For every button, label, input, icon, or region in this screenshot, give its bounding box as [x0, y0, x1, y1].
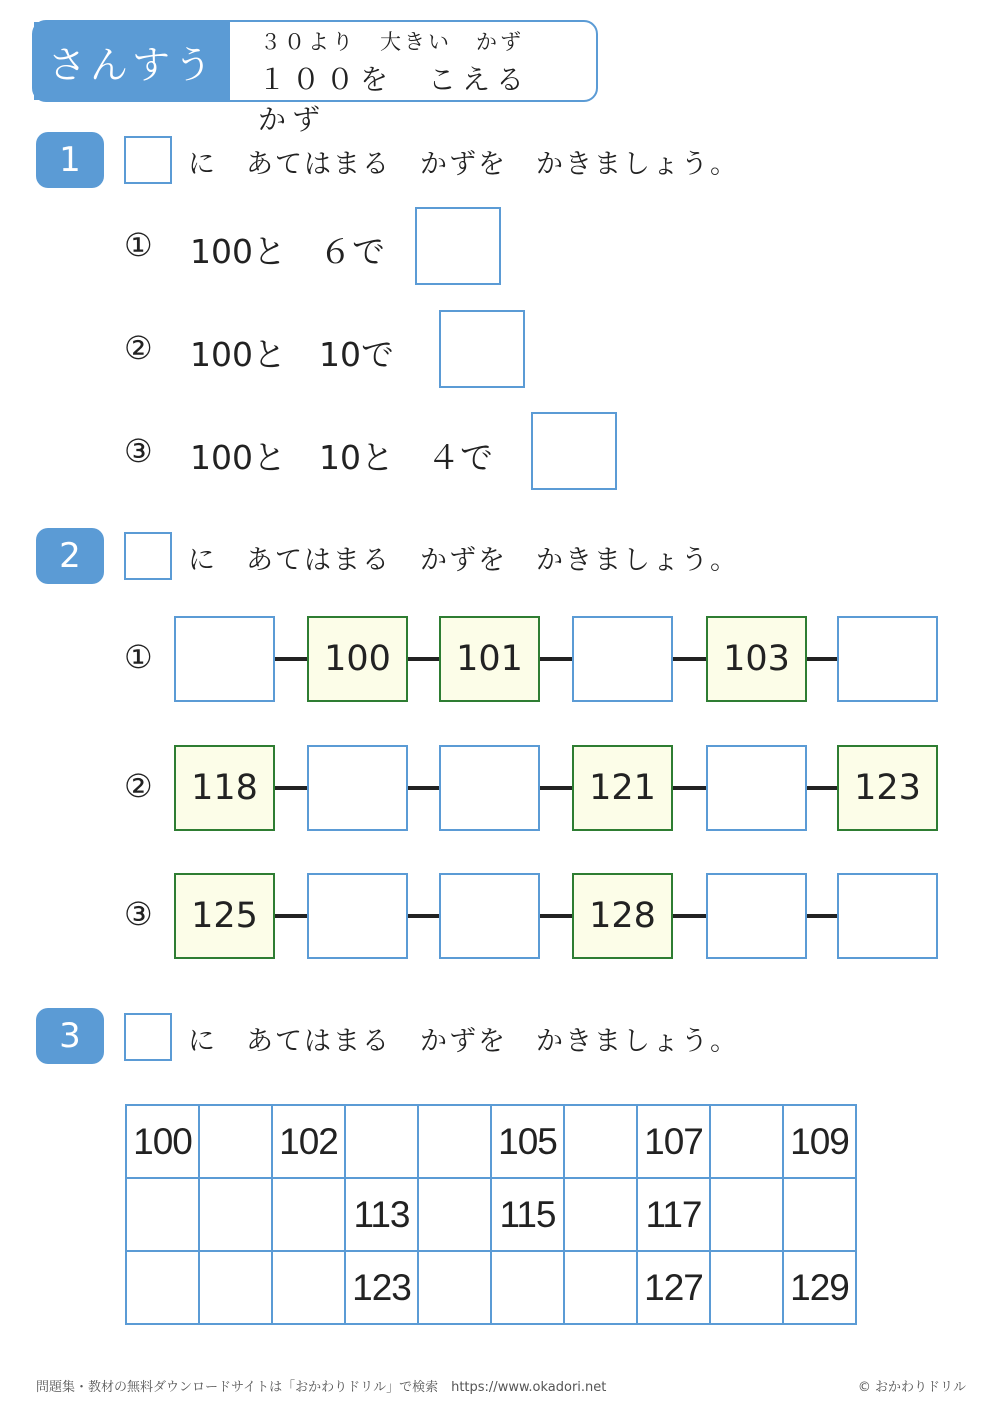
grid-number-cell: 127 [637, 1251, 710, 1324]
chain-given-number: 123 [837, 745, 938, 831]
section-1-instruction: に あてはまる かずを かきましょう。 [188, 149, 739, 180]
chain-given-number: 100 [307, 616, 408, 702]
chain-connector [807, 786, 837, 790]
chain-given-number: 128 [572, 873, 673, 959]
grid-number-cell: 115 [491, 1178, 564, 1251]
grid-number-cell: 109 [783, 1105, 856, 1178]
grid-row [126, 1251, 856, 1324]
grid-answer-cell[interactable] [199, 1251, 272, 1324]
grid-answer-cell[interactable] [418, 1105, 491, 1178]
section-3-badge: 3 [36, 1008, 104, 1064]
chain-connector [540, 657, 572, 661]
grid-answer-cell[interactable] [710, 1178, 783, 1251]
grid-answer-cell[interactable] [199, 1178, 272, 1251]
grid-answer-cell[interactable] [272, 1251, 345, 1324]
question-1-2-mark: ② [124, 329, 153, 367]
chain-1-mark: ① [124, 638, 153, 676]
chain-3-mark: ③ [124, 895, 153, 933]
chain-answer-box[interactable] [439, 873, 540, 959]
answer-box-1-1[interactable] [415, 207, 501, 285]
chain-2-mark: ② [124, 767, 153, 805]
question-1-1-mark: ① [124, 226, 153, 264]
chain-connector [275, 786, 307, 790]
section-3-instruction: に あてはまる かずを かきましょう。 [188, 1026, 739, 1057]
chain-given-number: 118 [174, 745, 275, 831]
section-3-example-box [124, 1013, 172, 1061]
chain-connector [408, 657, 439, 661]
footer-copyright: © おかわりドリル [857, 1380, 966, 1395]
grid-answer-cell[interactable] [564, 1251, 637, 1324]
grid-answer-cell[interactable] [564, 1178, 637, 1251]
chain-answer-box[interactable] [307, 873, 408, 959]
question-1-3-text: 100と 10と ４で [190, 438, 493, 477]
grid-answer-cell[interactable] [126, 1178, 199, 1251]
grid-number-cell: 100 [126, 1105, 199, 1178]
grid-answer-cell[interactable] [710, 1105, 783, 1178]
chain-given-number: 125 [174, 873, 275, 959]
grid-row [126, 1105, 856, 1178]
section-1-example-box [124, 136, 172, 184]
grid-answer-cell[interactable] [272, 1178, 345, 1251]
number-grid [125, 1104, 857, 1325]
worksheet-header [32, 20, 598, 136]
chain-connector [673, 786, 706, 790]
section-1-badge: 1 [36, 132, 104, 188]
chain-connector [540, 914, 572, 918]
chain-given-number: 103 [706, 616, 807, 702]
header-subtitle: ３０より 大きい かず [260, 30, 524, 54]
answer-box-1-3[interactable] [531, 412, 617, 490]
section-2-instruction: に あてはまる かずを かきましょう。 [188, 545, 739, 576]
answer-box-1-2[interactable] [439, 310, 525, 388]
chain-given-number: 121 [572, 745, 673, 831]
grid-number-cell: 129 [783, 1251, 856, 1324]
chain-answer-box[interactable] [837, 873, 938, 959]
grid-answer-cell[interactable] [418, 1251, 491, 1324]
chain-connector [275, 657, 307, 661]
grid-number-cell: 113 [345, 1178, 418, 1251]
grid-answer-cell[interactable] [783, 1178, 856, 1251]
section-2-badge: 2 [36, 528, 104, 584]
subject-tab: さんすう [34, 22, 230, 100]
chain-answer-box[interactable] [572, 616, 673, 702]
chain-connector [408, 786, 439, 790]
chain-connector [673, 914, 706, 918]
grid-answer-cell[interactable] [345, 1105, 418, 1178]
chain-answer-box[interactable] [174, 616, 275, 702]
chain-answer-box[interactable] [706, 873, 807, 959]
footer-site-text: 問題集・教材の無料ダウンロードサイトは「おかわりドリル」で検索 https://www.okadori.net [36, 1380, 607, 1395]
question-1-3-mark: ③ [124, 432, 153, 470]
grid-answer-cell[interactable] [491, 1251, 564, 1324]
chain-answer-box[interactable] [439, 745, 540, 831]
grid-answer-cell[interactable] [418, 1178, 491, 1251]
chain-answer-box[interactable] [307, 745, 408, 831]
section-2-example-box [124, 532, 172, 580]
grid-answer-cell[interactable] [564, 1105, 637, 1178]
grid-number-cell: 123 [345, 1251, 418, 1324]
chain-connector [807, 914, 837, 918]
chain-connector [673, 657, 706, 661]
grid-row [126, 1178, 856, 1251]
grid-answer-cell[interactable] [199, 1105, 272, 1178]
question-1-1-text: 100と ６で [190, 232, 385, 271]
grid-number-cell: 102 [272, 1105, 345, 1178]
chain-given-number: 101 [439, 616, 540, 702]
header-title: １００を こえる かず [258, 63, 565, 136]
grid-number-cell: 105 [491, 1105, 564, 1178]
grid-number-cell: 107 [637, 1105, 710, 1178]
question-1-2-text: 100と 10で [190, 335, 394, 374]
chain-connector [540, 786, 572, 790]
chain-answer-box[interactable] [706, 745, 807, 831]
grid-answer-cell[interactable] [126, 1251, 199, 1324]
chain-answer-box[interactable] [837, 616, 938, 702]
chain-connector [408, 914, 439, 918]
grid-answer-cell[interactable] [710, 1251, 783, 1324]
grid-number-cell: 117 [637, 1178, 710, 1251]
chain-connector [807, 657, 837, 661]
chain-connector [275, 914, 307, 918]
